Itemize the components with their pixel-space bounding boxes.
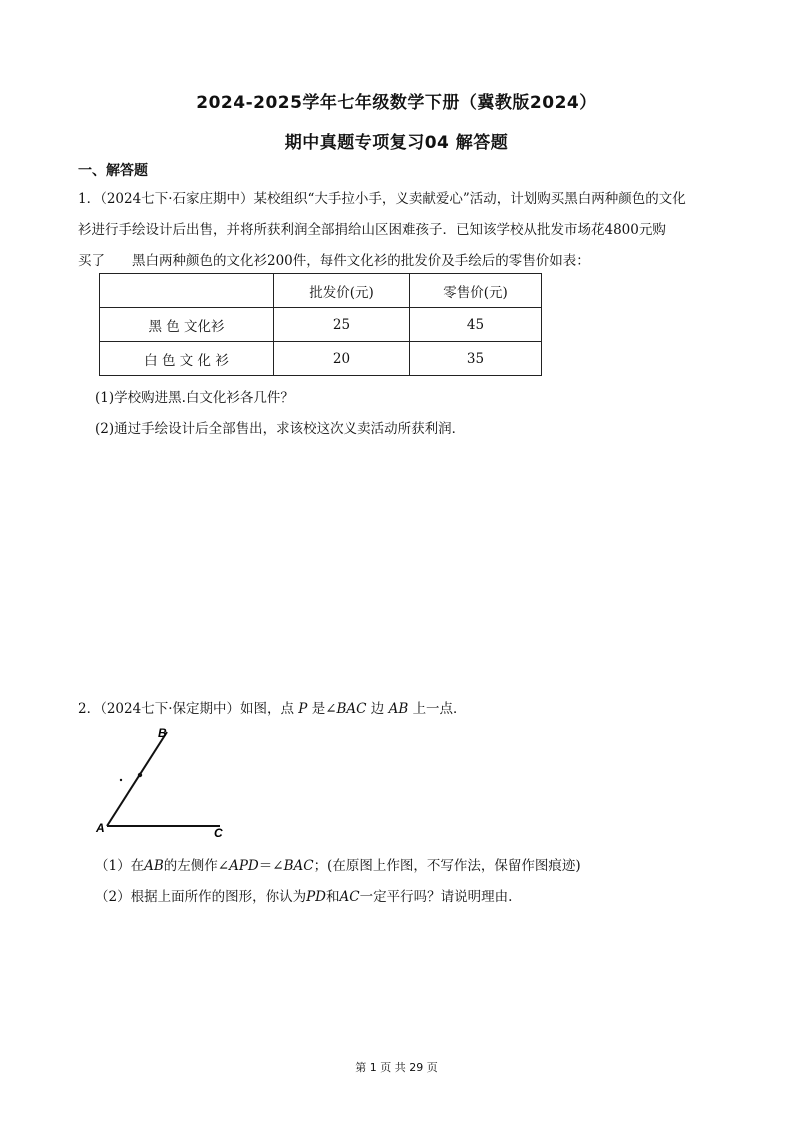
q2-prefix: 2．（2024七下·保定期中）如图，点 (78, 701, 294, 717)
q2-s2-e: 一定平行吗？请说明理由. (359, 889, 513, 905)
q2-suffix: 上一点． (412, 701, 467, 717)
q2-s2-pd: PD (306, 889, 327, 905)
angle-bac: ∠BAC (325, 701, 367, 717)
q2-s1-g: ；(在原图上作图，不写作法，保留作图痕迹) (313, 858, 581, 874)
table-cell: 白 色 文 化 衫 (100, 342, 274, 376)
q1-sub-question-1: (1)学校购进黑.白文化衫各几件？ (95, 390, 294, 406)
table-row (100, 308, 542, 342)
ray-ab (107, 732, 167, 826)
q2-stem (78, 697, 467, 717)
page-title: 2024-2025学年七年级数学下册（冀教版2024） (196, 93, 597, 113)
q2-s1-ab: AB (144, 858, 164, 874)
label-c: C (214, 826, 223, 840)
q2-s1-e: ＝∠ (258, 858, 284, 874)
table-cell: 45 (410, 308, 542, 342)
section-heading: 一、解答题 (78, 163, 148, 179)
q2-s1-a: （1）在 (95, 858, 145, 874)
q2-s2-c: 和 (326, 889, 340, 905)
q2-s2-a: （2）根据上面所作的图形，你认为 (95, 889, 307, 905)
q2-edge: 边 (370, 701, 385, 717)
q2-is: 是 (311, 701, 326, 717)
q2-sub-question-2 (95, 885, 512, 905)
label-b: B (158, 726, 167, 740)
q1-line-1: 1．（2024七下·石家庄期中）某校组织“大手拉小手，义卖献爱心”活动，计划购买黑白两种颜色的文化 (78, 191, 686, 207)
label-a: A (96, 821, 105, 835)
table-row (100, 342, 542, 376)
segment-ab: AB (388, 701, 409, 717)
q1-sub-question-2: (2)通过手绘设计后全部售出，求该校这次义卖活动所获利润． (95, 421, 466, 437)
page-footer: 第 1 页 共 29 页 (355, 1061, 438, 1074)
table-cell: 黑 色 文化衫 (100, 308, 274, 342)
table-header-cell: 零售价(元) (410, 274, 542, 308)
q2-s2-ac: AC (339, 889, 360, 905)
q2-sub-question-1 (95, 854, 581, 874)
q1-line-3: 买了 黑白两种颜色的文化衫200件，每件文化衫的批发价及手绘后的零售价如表： (78, 253, 590, 269)
table-cell: 20 (274, 342, 410, 376)
table-cell: 25 (274, 308, 410, 342)
q2-s1-apd: APD (229, 858, 259, 874)
point-p-marker (138, 773, 142, 777)
table-header-cell: 批发价(元) (274, 274, 410, 308)
q2-s1-bac: BAC (283, 858, 314, 874)
page-subtitle: 期中真题专项复习04 解答题 (284, 133, 509, 153)
point-p: P (298, 701, 308, 717)
table-header-row (100, 274, 542, 308)
stray-dot (120, 779, 122, 781)
q1-line-2: 衫进行手绘设计后出售，并将所获利润全部捐给山区困难孩子．已知该学校从批发市场花4800元购 (78, 222, 666, 238)
q2-s1-c: 的左侧作∠ (163, 858, 230, 874)
table-header-cell (100, 274, 274, 308)
price-table (99, 273, 542, 376)
angle-figure (92, 722, 242, 842)
table-cell: 35 (410, 342, 542, 376)
